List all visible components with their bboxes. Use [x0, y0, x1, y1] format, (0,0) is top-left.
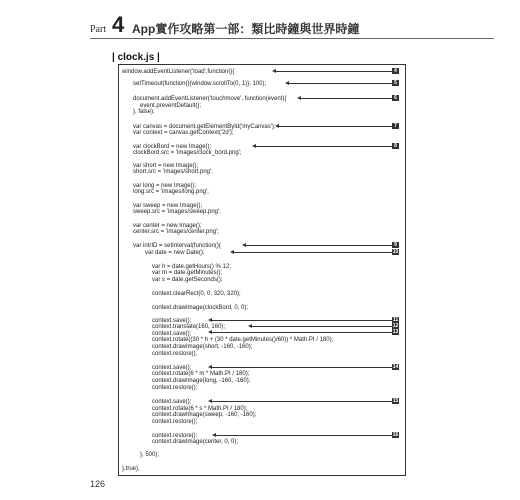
- callout-badge: 9: [392, 242, 399, 248]
- code-line: window.addEventListener('load',function(){: [122, 69, 235, 75]
- code-line: var canvas = document.getElementById('myCanvas');: [133, 124, 276, 130]
- callout-badge: 12: [392, 323, 399, 329]
- callout-badge: 13: [392, 329, 399, 335]
- code-line: context.rotate(6 * m * Math.PI / 180);: [152, 371, 250, 377]
- callout-badge: 8: [392, 143, 399, 149]
- callout-arrow-icon: [297, 96, 301, 100]
- part-label: Part: [90, 24, 107, 35]
- callout-line: [211, 320, 392, 321]
- code-line: var clockBord = new Image();: [133, 144, 212, 150]
- code-line: }, false);: [133, 109, 155, 115]
- callout-arrow-icon: [230, 250, 234, 254]
- callout-badge: 6: [392, 95, 399, 101]
- callout-arrow-icon: [208, 330, 212, 334]
- code-line: clockBord.src = 'images/clock_bord.png';: [133, 150, 242, 156]
- code-line: short.src = 'images/short.png';: [133, 169, 213, 175]
- code-line: context.save();: [152, 399, 192, 405]
- code-line: var context = canvas.getContext('2d');: [133, 130, 234, 136]
- callout-badge: 10: [392, 249, 399, 255]
- code-line: context.rotate((30 * h + (30 * date.getMinutes()/60)) * Math.PI / 180);: [152, 337, 334, 343]
- callout-badge: 11: [392, 317, 399, 323]
- callout-line: [211, 332, 392, 333]
- code-line: var m = date.getMinutes();: [152, 270, 223, 276]
- code-line: context.rotate(6 * s * Math.PI / 180);: [152, 406, 248, 412]
- part-number: 4: [112, 12, 125, 37]
- callout-arrow-icon: [208, 365, 212, 369]
- code-line: },true);: [122, 466, 140, 472]
- code-line: context.drawImage(long, -160, -160);: [152, 378, 251, 384]
- callout-line: [278, 126, 392, 127]
- callout-line: [211, 367, 392, 368]
- callout-arrow-icon: [212, 433, 216, 437]
- code-line: var center = new Image();: [133, 223, 202, 229]
- callout-badge: 15: [392, 398, 399, 404]
- code-line: event.preventDefault();: [140, 103, 202, 109]
- callout-badge: 5: [392, 80, 399, 86]
- code-line: context.drawImage(sweep, -160, -160);: [152, 412, 257, 418]
- chapter-title: App實作攻略第一部：類比時鐘與世界時鐘: [132, 22, 360, 36]
- code-line: var date = new Date();: [145, 250, 205, 256]
- code-line: context.translate(160, 160);: [152, 324, 226, 330]
- callout-line: [251, 326, 392, 327]
- callout-line: [215, 435, 392, 436]
- callout-line: [245, 245, 392, 246]
- code-line: context.clearRect(0, 0, 320, 320);: [152, 291, 241, 297]
- callout-badge: 7: [392, 123, 399, 129]
- callout-line: [211, 401, 392, 402]
- code-line: context.restore();: [152, 385, 198, 391]
- callout-badge: 4: [392, 68, 399, 74]
- chapter-header: [90, 14, 490, 38]
- code-line: context.restore();: [152, 433, 198, 439]
- code-line: }, 500);: [140, 452, 160, 458]
- callout-line: [233, 252, 392, 253]
- code-line: var short = new Image();: [133, 163, 199, 169]
- code-line: context.drawImage(short, -160, -160);: [152, 344, 253, 350]
- code-line: var h = date.getHours() % 12;: [152, 264, 231, 270]
- code-line: context.save();: [152, 318, 192, 324]
- callout-arrow-icon: [252, 144, 256, 148]
- callout-arrow-icon: [208, 399, 212, 403]
- callout-arrow-icon: [208, 318, 212, 322]
- code-line: context.restore();: [152, 419, 198, 425]
- code-line: document.addEventListener('touchmove', function(event){: [133, 96, 287, 102]
- code-line: sweep.src = 'images/sweep.png';: [133, 209, 221, 215]
- code-line: var intrID = setInterval(function(){: [133, 243, 221, 249]
- code-line: var s = date.getSeconds();: [152, 277, 223, 283]
- code-line: context.drawImage(center, 0, 0);: [152, 439, 239, 445]
- code-line: setTimeout(function(){window.scrollTo(0, 1)}, 100);: [133, 81, 267, 87]
- page-number: 126: [90, 479, 106, 489]
- code-line: var long = new Image();: [133, 183, 197, 189]
- callout-line: [275, 71, 392, 72]
- code-line: var sweep = new Image();: [133, 203, 203, 209]
- code-line: long.src = 'images/long.png';: [133, 189, 209, 195]
- callout-arrow-icon: [275, 124, 279, 128]
- callout-line: [300, 98, 392, 99]
- code-line: context.save();: [152, 331, 192, 337]
- callout-badge: 14: [392, 364, 399, 370]
- code-line: context.restore();: [152, 351, 198, 357]
- callout-line: [255, 146, 392, 147]
- callout-arrow-icon: [242, 243, 246, 247]
- file-label: | clock.js |: [112, 52, 160, 63]
- callout-line: [288, 83, 392, 84]
- code-line: context.save();: [152, 365, 192, 371]
- callout-arrow-icon: [272, 69, 276, 73]
- code-line: center.src = 'images/center.png';: [133, 229, 219, 235]
- callout-arrow-icon: [285, 81, 289, 85]
- code-line: context.drawImage(clockBord, 0, 0);: [152, 305, 249, 311]
- callout-badge: 16: [392, 432, 399, 438]
- header-divider: [90, 38, 494, 39]
- callout-arrow-icon: [248, 324, 252, 328]
